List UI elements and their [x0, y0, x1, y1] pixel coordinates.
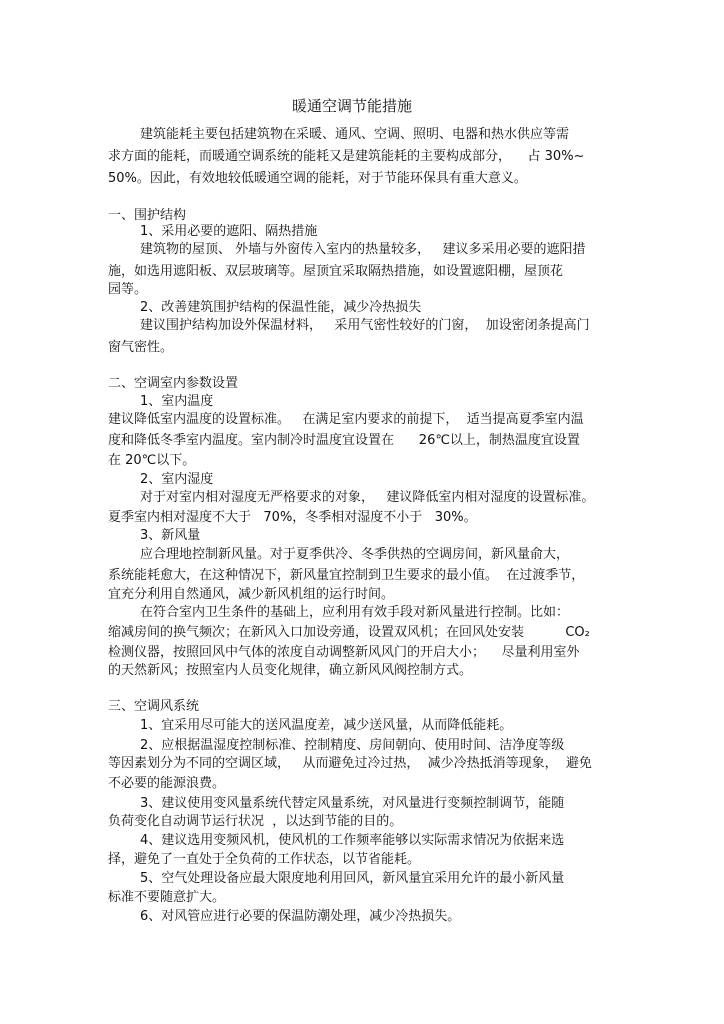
- paragraph-line: 窗气密性。: [108, 340, 174, 355]
- subsection-heading: 1、室内温度: [140, 394, 214, 409]
- paragraph-line: 建议围护结构加设外保温材料， 采用气密性较好的门窗， 加设密闭条提高门: [140, 318, 590, 333]
- subsection-heading: 2、改善建筑围护结构的保温性能，减少冷热损失: [140, 300, 422, 315]
- paragraph-line: 缩减房间的换气频次；在新风入口加设旁通，设置双风机；在回风处安装 CO₂: [108, 625, 590, 640]
- paragraph-line: 的天然新风；按照室内人员变化规律，确立新风风阀控制方式。: [108, 663, 473, 678]
- paragraph-line: 对于对室内相对湿度无严格要求的对象， 建议降低室内相对湿度的设置标准。: [140, 490, 595, 505]
- section-heading: 三、空调风系统: [108, 699, 200, 714]
- list-item: 3、建议使用变风量系统代替定风量系统，对风量进行变频控制调节，能随: [140, 796, 565, 811]
- paragraph-line: 建筑物的屋顶、 外墙与外窗传入室内的热量较多， 建议多采用必要的遮阳措: [140, 242, 586, 257]
- paragraph-line: 建议降低室内温度的设置标准。 在满足室内要求的前提下， 适当提高夏季室内温: [108, 412, 584, 427]
- section-heading: 一、围护结构: [108, 208, 187, 223]
- list-item: 标准不要随意扩大。: [108, 890, 226, 905]
- subsection-heading: 1、采用必要的遮阳、隔热措施: [140, 224, 318, 239]
- list-item: 负荷变化自动调节运行状况 ，以达到节能的目的。: [108, 814, 403, 829]
- paragraph-line: 夏季室内相对湿度不大于 70%，冬季相对湿度不小于 30%。: [108, 510, 477, 525]
- paragraph-line: 在 20℃以下。: [108, 453, 196, 468]
- subsection-heading: 2、室内湿度: [140, 472, 214, 487]
- subsection-heading: 3、新风量: [140, 528, 201, 543]
- list-item: 5、空气处理设备应最大限度地利用回风，新风量宜采用允许的最小新风量: [140, 871, 565, 886]
- paragraph-line: 宜充分利用自然通风，减少新风机组的运行时间。: [108, 587, 395, 602]
- intro-line: 建筑能耗主要包括建筑物在采暖、通风、空调、照明、电器和热水供应等需: [140, 127, 570, 142]
- intro-line: 求方面的能耗，而暖通空调系统的能耗又是建筑能耗的主要构成部分， 占 30%~: [108, 149, 585, 164]
- paragraph-line: 检测仪器，按照回风中气体的浓度自动调整新风风门的开启大小； 尽量利用室外: [108, 645, 580, 660]
- paragraph-line: 度和降低冬季室内温度。室内制冷时温度宜设置在 26℃以上，制热温度宜设置: [108, 433, 580, 448]
- section-heading: 二、空调室内参数设置: [108, 376, 239, 391]
- list-item: 4、建议选用变频风机，使风机的工作频率能够以实际需求情况为依据来选: [140, 833, 565, 848]
- paragraph-line: 施，如选用遮阳板、双层玻璃等。屋顶宜采取隔热措施，如设置遮阳棚，屋顶花: [108, 264, 564, 279]
- paragraph-line: 在符合室内卫生条件的基础上，应利用有效手段对新风量进行控制。比如：: [140, 605, 570, 620]
- paragraph-line: 系统能耗愈大，在这种情况下，新风量宜控制到卫生要求的最小值。 在过渡季节，: [108, 568, 585, 583]
- list-item: 等因素划分为不同的空调区域， 从而避免过冷过热， 减少冷热抵消等现象， 避免: [108, 756, 592, 771]
- intro-line: 50%。因此，有效地较低暖通空调的能耗，对于节能环保具有重大意义。: [108, 171, 527, 186]
- list-item: 6、对风管应进行必要的保温防潮处理，减少冷热损失。: [140, 909, 461, 924]
- list-item: 择，避免了一直处于全负荷的工作状态，以节省能耗。: [108, 852, 421, 867]
- list-item: 1、宜采用尽可能大的送风温度差，减少送风量，从而降低能耗。: [140, 718, 513, 733]
- doc-title: 暖通空调节能措施: [292, 97, 413, 115]
- list-item: 2、应根据温湿度控制标准、控制精度、房间朝向、使用时间、洁净度等级: [140, 738, 565, 753]
- list-item: 不必要的能源浪费。: [108, 776, 226, 791]
- paragraph-line: 应合理地控制新风量。对于夏季供冷、冬季供热的空调房间，新风量俞大，: [140, 547, 570, 562]
- paragraph-line: 园等。: [108, 282, 148, 297]
